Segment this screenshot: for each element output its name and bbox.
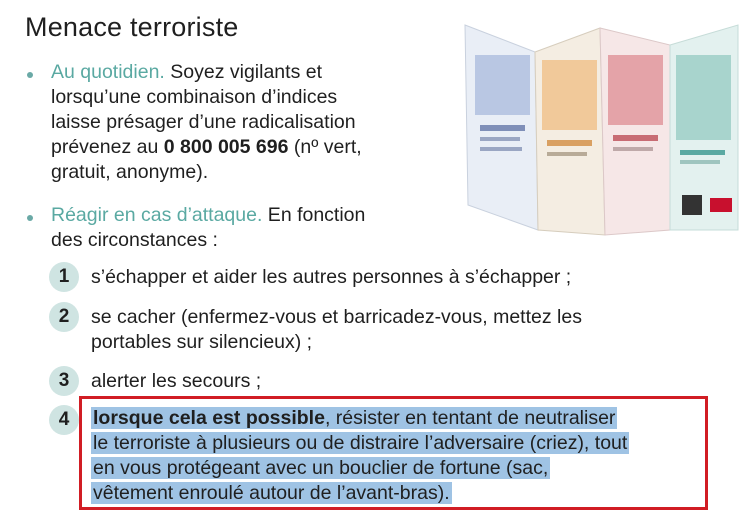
highlight-box [79,396,708,510]
phone-number: 0 800 005 696 [163,136,289,158]
bullet-attack: Réagir en cas d’attaque. En fonction des circonstances : [51,204,366,251]
page-title: Menace terroriste [25,12,239,42]
step-number: 4 [49,405,79,435]
leaflet-illustration [420,0,751,250]
bullet-dot [27,72,33,78]
step-number: 2 [49,302,79,332]
step-4: lorsque cela est possible, résister en tentant de neutraliser le terroriste à plusieurs ou de distraire l’adversaire (criez), tout en vous protégeant avec un bouclier de fortune (sac, vêtement enroulé autour de l’avant-bras). [93,407,628,504]
step-1: s’échapper et aider les autres personnes à s’échapper ; [91,266,572,288]
bullet-attack-lead: Réagir en cas d’attaque. [51,204,263,226]
bullet-daily: Au quotidien. Soyez vigilants et lorsqu’une combinaison d’indices laisse présager d’une radicalisation prévenez au 0 800 005 696 (nº vert, gratuit, anonyme). [51,61,362,183]
step-number: 1 [49,262,79,292]
bullet-daily-lead: Au quotidien. [51,61,165,83]
step-number: 3 [49,366,79,396]
step-4-bold: lorsque cela est possible [93,407,325,429]
step-2: se cacher (enfermez-vous et barricadez-vous, mettez les portables sur silencieux) ; [91,306,582,353]
bullet-dot [27,215,33,221]
step-3: alerter les secours ; [91,370,262,392]
